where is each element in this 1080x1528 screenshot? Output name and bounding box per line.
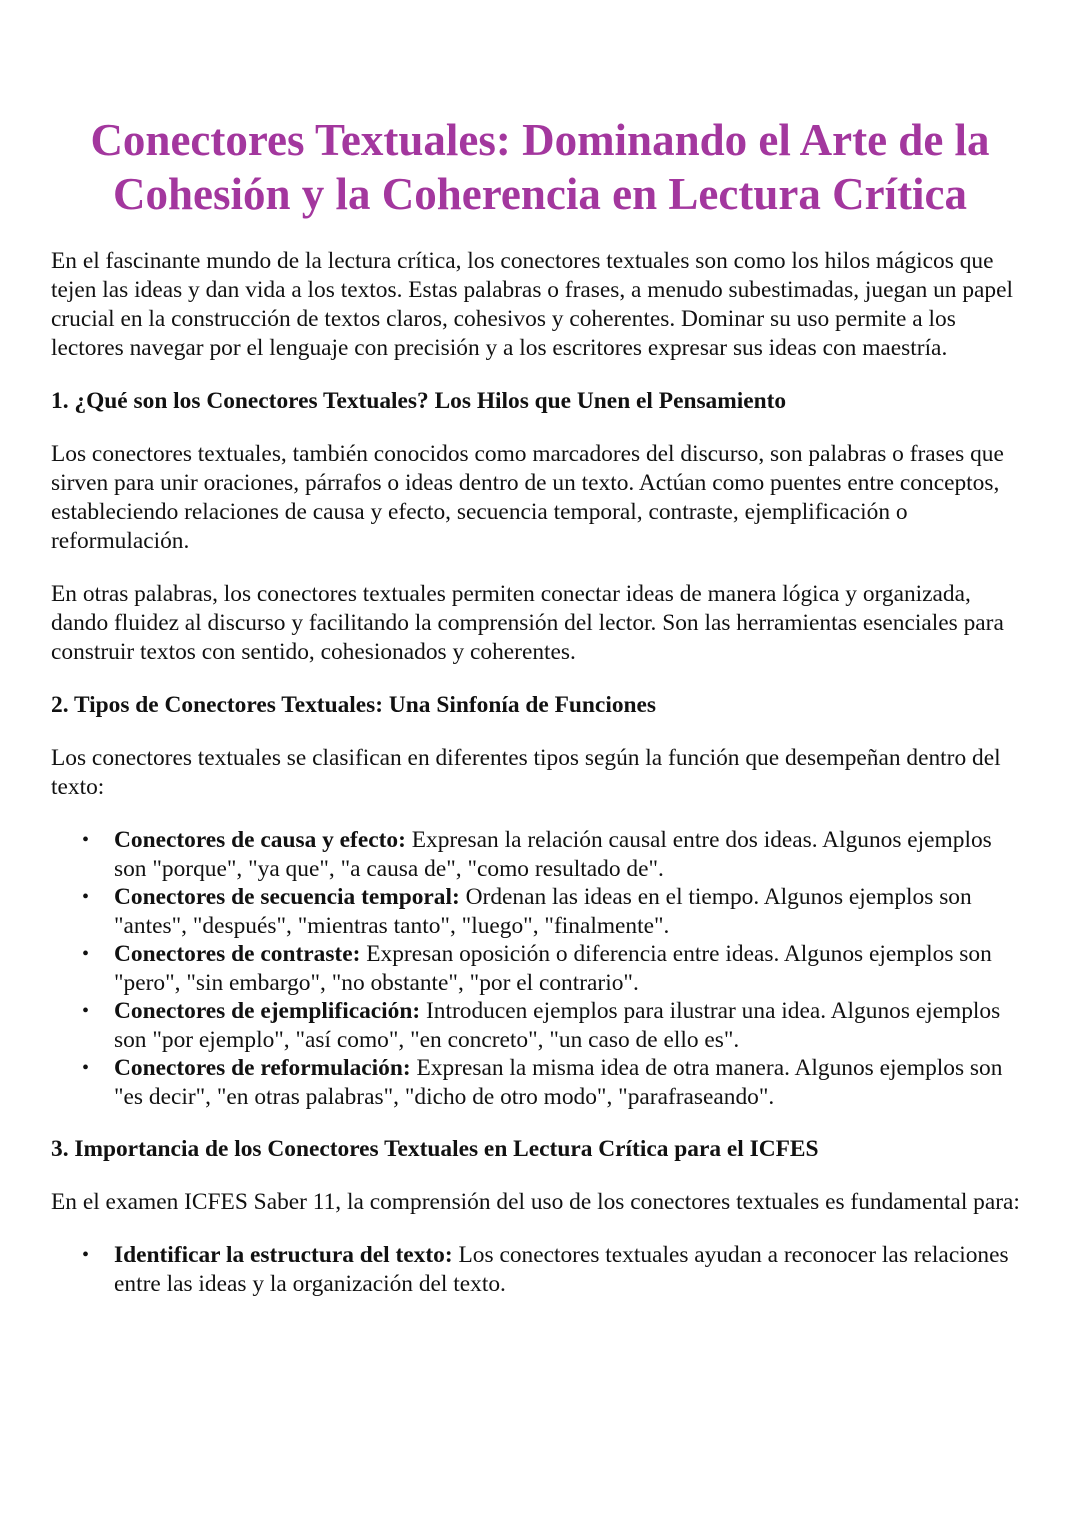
intro-paragraph: En el fascinante mundo de la lectura crítica, los conectores textuales son como los hilos mágicos que tejen las ideas y dan vida a los textos. Estas palabras o frases, a menudo subestimadas, juegan un papel crucial en la construcción de textos claros, cohesivos y coherentes. Dominar su uso permite a los lectores navegar por el lenguaje con precisión y a los escritores expresar sus ideas con maestría. bbox=[51, 248, 1013, 361]
list-item-term: Conectores de causa y efecto: bbox=[114, 827, 406, 853]
section-3-heading: 3. Importancia de los Conectores Textuales en Lectura Crítica para el ICFES bbox=[51, 1136, 819, 1162]
bullet-icon: • bbox=[82, 886, 90, 908]
bullet-icon: • bbox=[82, 1000, 90, 1022]
list-item-term: Identificar la estructura del texto: bbox=[114, 1242, 453, 1268]
title-line-1: Conectores Textuales: Dominando el Arte de la bbox=[90, 115, 990, 165]
list-item-text: Expresan la relación causal entre dos ideas. Algunos ejemplos son "porque", "ya que", "a causa de", "como resultado de". bbox=[114, 827, 992, 882]
list-item-text: Los conectores textuales ayudan a reconocer las relaciones entre las ideas y la organización del texto. bbox=[114, 1242, 1009, 1297]
list-item-text: Expresan la misma idea de otra manera. Algunos ejemplos son "es decir", "en otras palabras", "dicho de otro modo", "parafraseando". bbox=[114, 1055, 1003, 1110]
bullet-icon: • bbox=[82, 943, 90, 965]
list-item-term: Conectores de secuencia temporal: bbox=[114, 884, 460, 910]
list-item-text: Ordenan las ideas en el tiempo. Algunos ejemplos son "antes", "después", "mientras tanto", "luego", "finalmente". bbox=[114, 884, 972, 939]
list-item-text: Introducen ejemplos para ilustrar una idea. Algunos ejemplos son "por ejemplo", "así como", "en concreto", "un caso de ello es". bbox=[114, 998, 1001, 1053]
connector-types-list bbox=[51, 826, 1029, 1111]
section-2-heading: 2. Tipos de Conectores Textuales: Una Sinfonía de Funciones bbox=[51, 692, 657, 718]
title-line-2: Cohesión y la Coherencia en Lectura Crítica bbox=[112, 169, 968, 219]
list-item-term: Conectores de contraste: bbox=[114, 941, 361, 967]
list-item bbox=[51, 940, 1029, 997]
bullet-icon: • bbox=[82, 829, 90, 851]
section-1-paragraph-1: Los conectores textuales, también conocidos como marcadores del discurso, son palabras o frases que sirven para unir oraciones, párrafos o ideas dentro de un texto. Actúan como puentes entre conceptos, estableciendo relaciones de causa y efecto, secuencia temporal, contraste, ejemplificación o reformulación. bbox=[51, 441, 1004, 554]
document-title bbox=[39, 113, 1041, 221]
list-item-term: Conectores de ejemplificación: bbox=[114, 998, 421, 1024]
section-1-heading: 1. ¿Qué son los Conectores Textuales? Los Hilos que Unen el Pensamiento bbox=[51, 388, 787, 414]
section-1-paragraph-2: En otras palabras, los conectores textuales permiten conectar ideas de manera lógica y organizada, dando fluidez al discurso y facilitando la comprensión del lector. Son las herramientas esenciales para construir textos con sentido, cohesionados y coherentes. bbox=[51, 581, 1004, 665]
section-2-paragraph-1: Los conectores textuales se clasifican en diferentes tipos según la función que desempeñan dentro del texto: bbox=[51, 745, 1001, 800]
list-item bbox=[51, 997, 1029, 1054]
list-item-text: Expresan oposición o diferencia entre ideas. Algunos ejemplos son "pero", "sin embargo", "no obstante", "por el contrario". bbox=[114, 941, 992, 996]
bullet-icon: • bbox=[82, 1244, 90, 1266]
importance-list bbox=[51, 1241, 1029, 1298]
list-item bbox=[51, 1241, 1029, 1298]
bullet-icon: • bbox=[82, 1057, 90, 1079]
document-page bbox=[51, 113, 1029, 1298]
section-3-paragraph-1: En el examen ICFES Saber 11, la comprensión del uso de los conectores textuales es fundamental para: bbox=[51, 1189, 1020, 1215]
list-item-term: Conectores de reformulación: bbox=[114, 1055, 411, 1081]
list-item bbox=[51, 1054, 1029, 1111]
list-item bbox=[51, 826, 1029, 883]
list-item bbox=[51, 883, 1029, 940]
